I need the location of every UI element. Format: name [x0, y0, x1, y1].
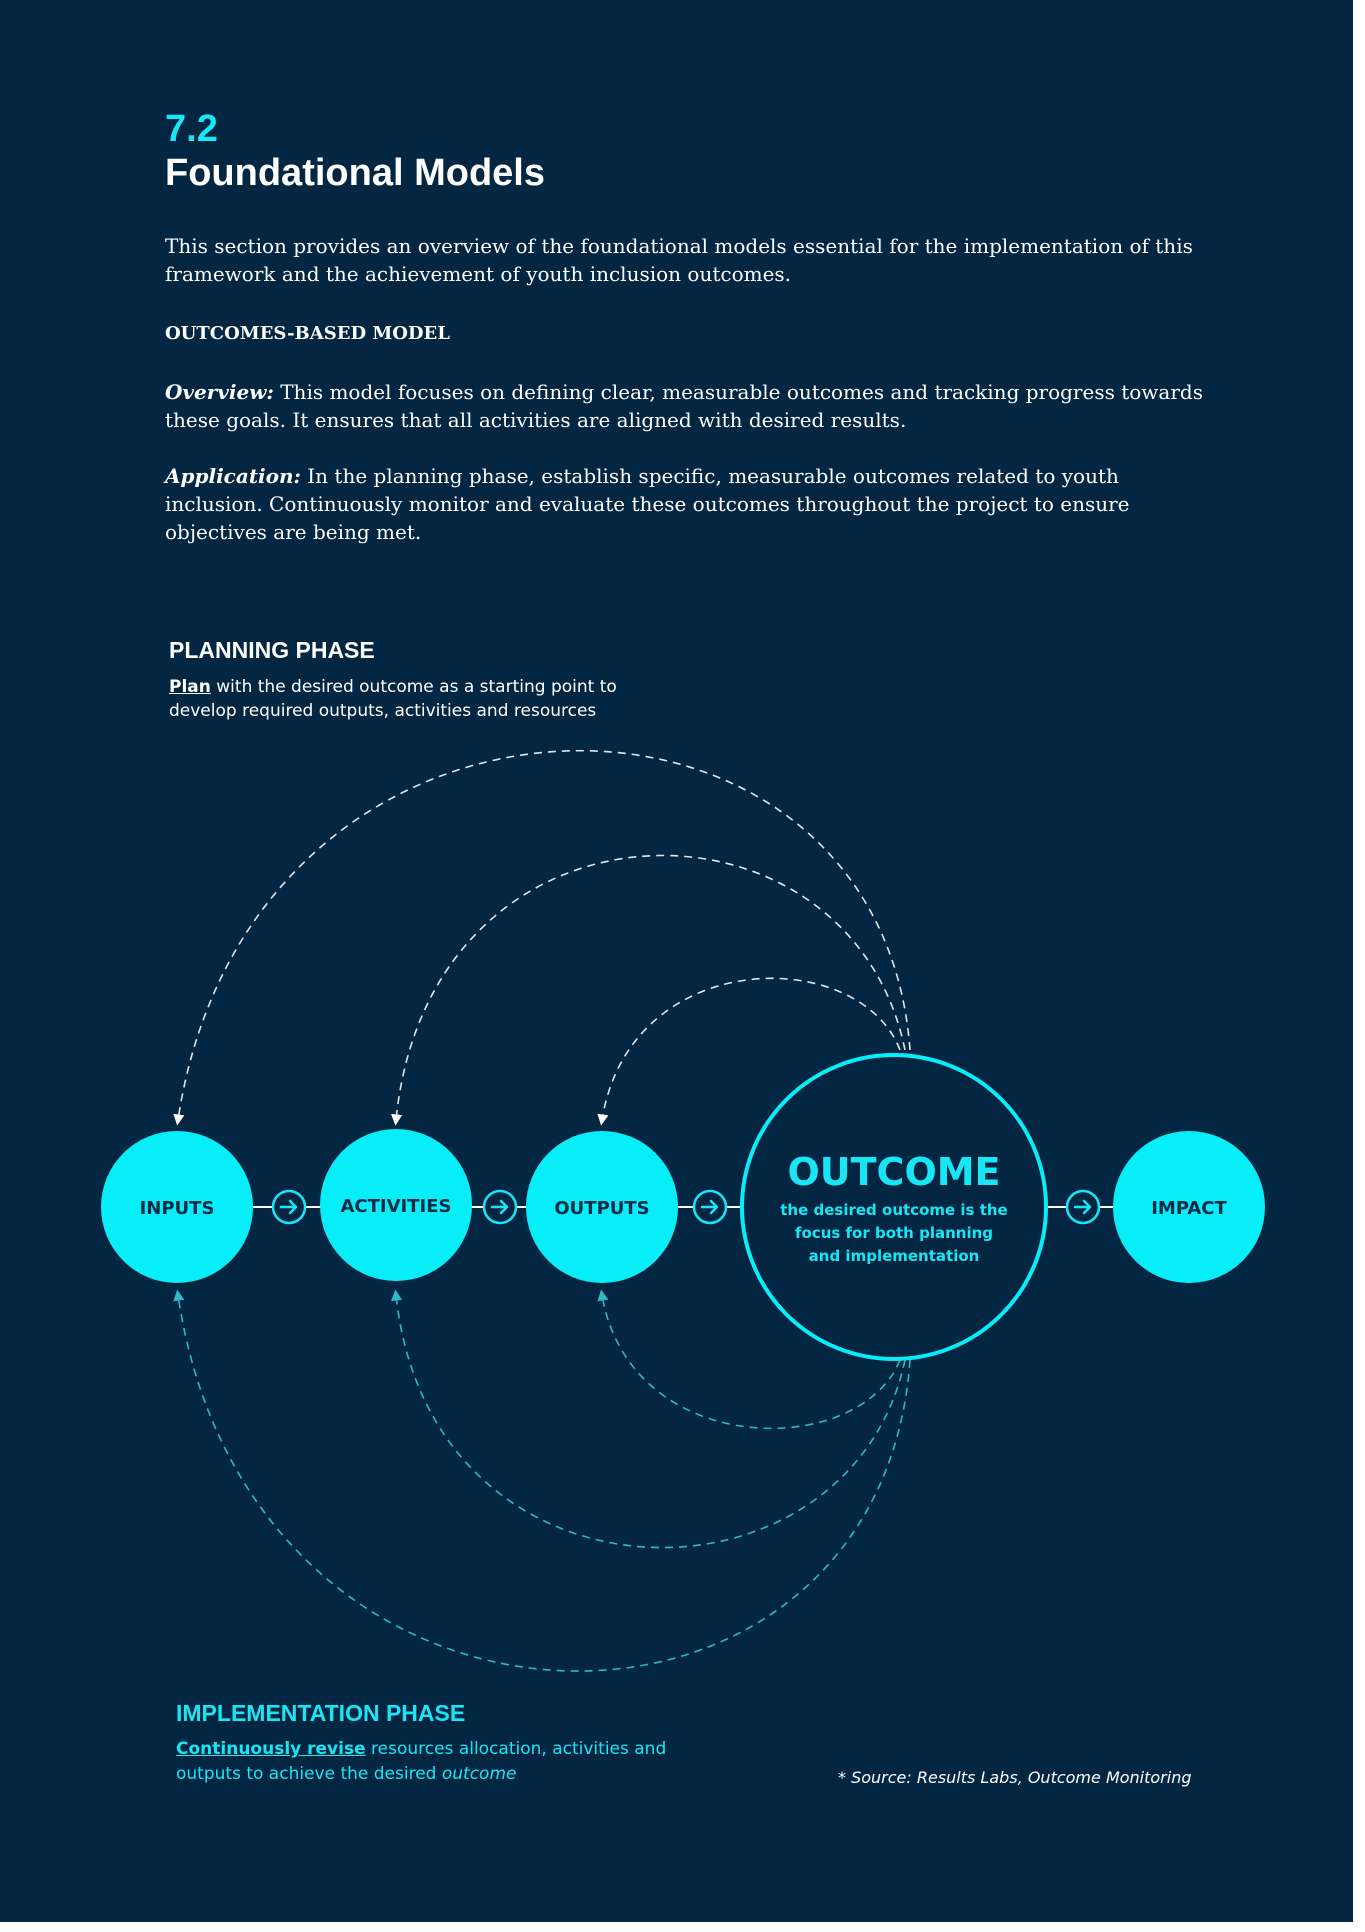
inputs-label: INPUTS	[139, 1198, 215, 1219]
implementation-phase-title: IMPLEMENTATION PHASE	[176, 1700, 466, 1726]
outputs-label: OUTPUTS	[554, 1198, 650, 1219]
outcome-description-line-2: focus for both planning	[794, 1224, 994, 1242]
implementation-tail: outcome	[441, 1764, 517, 1784]
outcome-description-line-3: and implementation	[808, 1247, 980, 1265]
arrow-circle-icon	[694, 1191, 726, 1223]
model-heading: OUTCOMES-BASED MODEL	[165, 323, 450, 344]
activities-label: ACTIVITIES	[340, 1196, 452, 1217]
outcome-description-line-1: the desired outcome is the	[780, 1201, 1008, 1219]
impact-label: IMPACT	[1151, 1198, 1227, 1219]
application-label: Application:	[165, 464, 301, 488]
planning-arc-inputs	[178, 751, 910, 1120]
intro-paragraph: This section provides an overview of the foundational models essential for the implementation of this framework and the achievement of youth inclusion outcomes.	[165, 234, 1193, 286]
section-title: Foundational Models	[165, 152, 545, 194]
arrow-circle-icon	[1067, 1191, 1099, 1223]
planning-phase-title: PLANNING PHASE	[169, 637, 375, 663]
overview-label: Overview:	[165, 380, 274, 404]
arrow-circle-icon	[484, 1191, 516, 1223]
implementation-text: resources allocation, activities and outputs to achieve the desired	[176, 1739, 667, 1784]
planning-keyword: Plan	[169, 677, 211, 697]
section-number: 7.2	[165, 108, 218, 150]
application-text: In the planning phase, establish specific, measurable outcomes related to youth inclusion. Continuously monitor and evaluate these outcomes throughout the project to ensure objectives are being met.	[165, 464, 1130, 544]
arrow-circle-icon	[273, 1191, 305, 1223]
overview-text: This model focuses on defining clear, measurable outcomes and tracking progress towards these goals. It ensures that all activities are aligned with desired results.	[165, 380, 1203, 432]
implementation-arc-inputs	[178, 1295, 910, 1671]
implementation-keyword: Continuously revise	[176, 1739, 366, 1759]
source-note: * Source: Results Labs, Outcome Monitoring	[838, 1768, 1192, 1787]
outcome-label: OUTCOME	[787, 1150, 1001, 1194]
planning-text: with the desired outcome as a starting point to develop required outputs, activities and resources	[169, 677, 617, 721]
implementation-phase-description	[176, 1737, 696, 1787]
